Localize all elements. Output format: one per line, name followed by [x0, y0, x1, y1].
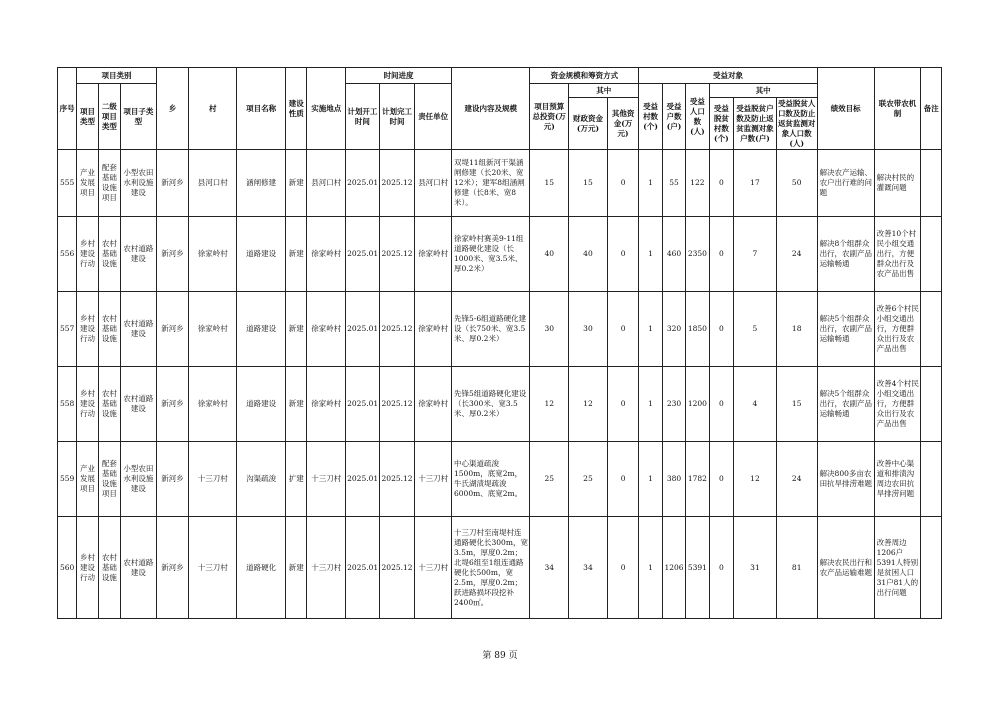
- cell-goal: 解决农民出行和农产品运输难题: [817, 517, 874, 619]
- col-unit: 责任单位: [415, 84, 452, 150]
- cell-remark: [921, 367, 942, 442]
- cell-unit: 十三刀村: [415, 517, 452, 619]
- group-fund: 资金规模和筹资方式: [530, 68, 639, 84]
- cell-seq: 556: [58, 217, 77, 292]
- cell-remark: [921, 217, 942, 292]
- cell-fiscal: 30: [569, 292, 608, 367]
- col-budget: 项目预算总投资(万元): [530, 84, 569, 150]
- benef-subgroup: 其中: [709, 84, 817, 98]
- cell-sub-type: 农村基础设施: [98, 367, 120, 442]
- cell-poor-households: 4: [734, 367, 777, 442]
- cell-poor-households: 7: [734, 217, 777, 292]
- cell-budget: 25: [530, 442, 569, 517]
- cell-mechanism: 改善10个村民小组交通出行，方便群众出行及农产品出售: [874, 217, 921, 292]
- col-village: 村: [189, 68, 237, 150]
- cell-benef-population: 122: [686, 150, 709, 217]
- cell-proj-type: 产业发展项目: [77, 442, 98, 517]
- table-row: [58, 150, 942, 217]
- col-township: 乡: [156, 68, 189, 150]
- cell-goal: 解决800多亩农田抗旱排涝难题: [817, 442, 874, 517]
- cell-end: 2025.12: [379, 217, 415, 292]
- col-start: 计划开工时间: [346, 84, 380, 150]
- cell-benef-villages: 1: [639, 517, 662, 619]
- col-other: 其他资金(万元): [607, 98, 639, 150]
- cell-benef-population: 1850: [686, 292, 709, 367]
- cell-mechanism: 改善中心渠道和排渍沟周边农田抗旱排涝问题: [874, 442, 921, 517]
- fund-subgroup: 其中: [569, 84, 639, 98]
- cell-poor-villages: 0: [709, 150, 733, 217]
- cell-other: 0: [607, 150, 639, 217]
- cell-location: 十三刀村: [307, 517, 346, 619]
- cell-goal: 解决5个组群众出行，农副产品运输畅通: [817, 367, 874, 442]
- col-poor-population: 受益脱贫人口数及防止返贫监测对象人口数(人): [777, 98, 816, 148]
- cell-end: 2025.12: [379, 292, 415, 367]
- cell-nature: 新建: [286, 367, 307, 442]
- cell-sub-type: 配套基础设施项目: [98, 150, 120, 217]
- cell-proj-type: 乡村建设行动: [77, 217, 98, 292]
- cell-other: 0: [607, 442, 639, 517]
- cell-benef-population: 2350: [686, 217, 709, 292]
- col-seq: 序号: [58, 68, 77, 150]
- col-sub-type: 二级项目类型: [98, 84, 120, 150]
- cell-poor-villages: 0: [709, 367, 733, 442]
- cell-poor-population: 15: [776, 367, 817, 442]
- cell-end: 2025.12: [379, 517, 415, 619]
- cell-budget: 15: [530, 150, 569, 217]
- cell-seq: 559: [58, 442, 77, 517]
- cell-content: 先锋5组道路硬化建设（长300米、宽3.5米、厚0.2米）: [452, 367, 530, 442]
- cell-benef-households: 55: [662, 150, 685, 217]
- cell-fiscal: 15: [569, 150, 608, 217]
- cell-township: 新河乡: [156, 367, 189, 442]
- cell-seq: 560: [58, 517, 77, 619]
- cell-budget: 12: [530, 367, 569, 442]
- cell-unit: 徐家岭村: [415, 217, 452, 292]
- cell-township: 新河乡: [156, 292, 189, 367]
- cell-benef-population: 1200: [686, 367, 709, 442]
- cell-poor-population: 18: [776, 292, 817, 367]
- cell-poor-villages: 0: [709, 292, 733, 367]
- cell-seq: 558: [58, 367, 77, 442]
- cell-goal: 解决农产运输、农户出行难的问题: [817, 150, 874, 217]
- cell-content: 徐家岭村赛美9-11组道路硬化建设（长1000米、宽3.5米、厚0.2米）: [452, 217, 530, 292]
- cell-benef-villages: 1: [639, 217, 662, 292]
- cell-proj-name: 道路硬化: [237, 517, 286, 619]
- cell-sub-type: 农村基础设施: [98, 292, 120, 367]
- cell-remark: [921, 292, 942, 367]
- cell-goal: 解决8个组群众出行，农副产品运输畅通: [817, 217, 874, 292]
- cell-unit: 徐家岭村: [415, 367, 452, 442]
- cell-mechanism: 改善4个村民小组交通出行，方便群众出行及农产品出售: [874, 367, 921, 442]
- project-table: [57, 67, 942, 619]
- cell-benef-population: 1782: [686, 442, 709, 517]
- col-poor-villages: 受益脱贫村数(个): [709, 98, 733, 150]
- cell-sub-type: 农村基础设施: [98, 517, 120, 619]
- cell-unit: 徐家岭村: [415, 292, 452, 367]
- cell-nature: 新建: [286, 292, 307, 367]
- cell-start: 2025.01: [346, 517, 380, 619]
- cell-proj-name: 沟渠疏浚: [237, 442, 286, 517]
- cell-benef-villages: 1: [639, 150, 662, 217]
- table-row: [58, 292, 942, 367]
- col-proj-name: 项目名称: [237, 68, 286, 150]
- cell-seq: 555: [58, 150, 77, 217]
- cell-poor-households: 12: [734, 442, 777, 517]
- col-nature: 建设性质: [286, 68, 307, 150]
- cell-content: 双堤11组新河干渠涵闸修建（长20米、宽12米）；建军8组涵闸修建（长8米、宽8米）。: [452, 150, 530, 217]
- group-time: 时间进度: [346, 68, 452, 84]
- cell-fiscal: 34: [569, 517, 608, 619]
- col-remark: 备注: [921, 68, 942, 150]
- col-content: 建设内容及规模: [452, 68, 530, 150]
- cell-benef-villages: 1: [639, 442, 662, 517]
- table-body: [58, 150, 942, 619]
- table-row: [58, 217, 942, 292]
- cell-unit: 十三刀村: [415, 442, 452, 517]
- cell-location: 十三刀村: [307, 442, 346, 517]
- cell-benef-households: 460: [662, 217, 685, 292]
- cell-proj-name: 涵闸修建: [237, 150, 286, 217]
- cell-benef-population: 5391: [686, 517, 709, 619]
- cell-township: 新河乡: [156, 517, 189, 619]
- cell-location: 徐家岭村: [307, 292, 346, 367]
- cell-subsub-type: 农村道路建设: [121, 517, 157, 619]
- cell-poor-villages: 0: [709, 442, 733, 517]
- cell-village: 县河口村: [189, 150, 237, 217]
- cell-start: 2025.01: [346, 150, 380, 217]
- cell-subsub-type: 农村道路建设: [121, 217, 157, 292]
- cell-end: 2025.12: [379, 442, 415, 517]
- cell-township: 新河乡: [156, 150, 189, 217]
- cell-budget: 30: [530, 292, 569, 367]
- cell-poor-villages: 0: [709, 517, 733, 619]
- cell-start: 2025.01: [346, 442, 380, 517]
- cell-content: 中心渠道疏浚1500m，底宽2m，牛氏湖渍堤疏浚6000m、底宽2m。: [452, 442, 530, 517]
- cell-budget: 34: [530, 517, 569, 619]
- cell-proj-name: 道路建设: [237, 217, 286, 292]
- cell-other: 0: [607, 367, 639, 442]
- cell-poor-villages: 0: [709, 217, 733, 292]
- cell-proj-name: 道路建设: [237, 292, 286, 367]
- table-row: [58, 517, 942, 619]
- col-goal: 绩效目标: [817, 68, 874, 150]
- cell-start: 2025.01: [346, 217, 380, 292]
- cell-unit: 县河口村: [415, 150, 452, 217]
- cell-proj-type: 乡村建设行动: [77, 517, 98, 619]
- cell-content: 先锋5-6组道路硬化建设（长750米、宽3.5米、厚0.2米）: [452, 292, 530, 367]
- cell-village: 十三刀村: [189, 517, 237, 619]
- cell-poor-households: 31: [734, 517, 777, 619]
- cell-poor-population: 50: [776, 150, 817, 217]
- cell-location: 县河口村: [307, 150, 346, 217]
- col-subsub-type: 项目子类型: [121, 84, 157, 150]
- cell-goal: 解决5个组群众出行，农副产品运输畅通: [817, 292, 874, 367]
- table-row: [58, 367, 942, 442]
- cell-seq: 557: [58, 292, 77, 367]
- col-fiscal: 财政资金(万元): [569, 98, 608, 150]
- cell-remark: [921, 150, 942, 217]
- cell-fiscal: 25: [569, 442, 608, 517]
- col-location: 实施地点: [307, 68, 346, 150]
- cell-end: 2025.12: [379, 367, 415, 442]
- cell-poor-population: 24: [776, 217, 817, 292]
- col-mechanism: 联农带农机制: [874, 68, 921, 150]
- cell-location: 徐家岭村: [307, 217, 346, 292]
- cell-township: 新河乡: [156, 442, 189, 517]
- cell-benef-households: 320: [662, 292, 685, 367]
- cell-mechanism: 解决村民的灌溉问题: [874, 150, 921, 217]
- cell-start: 2025.01: [346, 292, 380, 367]
- cell-nature: 新建: [286, 217, 307, 292]
- cell-sub-type: 配套基础设施项目: [98, 442, 120, 517]
- cell-township: 新河乡: [156, 217, 189, 292]
- cell-benef-villages: 1: [639, 292, 662, 367]
- col-benef-population: 受益人口数(人): [686, 84, 709, 150]
- cell-subsub-type: 小型农田水利设施建设: [121, 150, 157, 217]
- cell-sub-type: 农村基础设施: [98, 217, 120, 292]
- cell-benef-households: 1206: [662, 517, 685, 619]
- cell-subsub-type: 农村道路建设: [121, 292, 157, 367]
- cell-benef-villages: 1: [639, 367, 662, 442]
- col-proj-type: 项目类型: [77, 84, 98, 150]
- table-header: [58, 68, 942, 150]
- cell-budget: 40: [530, 217, 569, 292]
- col-benef-households: 受益户数(户): [662, 84, 685, 150]
- cell-nature: 新建: [286, 150, 307, 217]
- cell-mechanism: 改善6个村民小组交通出行，方便群众出行及农产品出售: [874, 292, 921, 367]
- cell-nature: 扩建: [286, 442, 307, 517]
- cell-remark: [921, 442, 942, 517]
- cell-proj-type: 产业发展项目: [77, 150, 98, 217]
- cell-poor-households: 17: [734, 150, 777, 217]
- page-number: 第 89 页: [482, 651, 518, 661]
- cell-mechanism: 改善周边1206户5391人特别是贫困人口31户81人的出行问题: [874, 517, 921, 619]
- cell-location: 徐家岭村: [307, 367, 346, 442]
- cell-village: 十三刀村: [189, 442, 237, 517]
- cell-start: 2025.01: [346, 367, 380, 442]
- cell-poor-population: 24: [776, 442, 817, 517]
- cell-village: 徐家岭村: [189, 217, 237, 292]
- cell-other: 0: [607, 217, 639, 292]
- cell-proj-type: 乡村建设行动: [77, 367, 98, 442]
- cell-nature: 新建: [286, 517, 307, 619]
- col-benef-villages: 受益村数(个): [639, 84, 662, 150]
- cell-village: 徐家岭村: [189, 367, 237, 442]
- col-poor-households: 受益脱贫户数及防止返贫监测对象户数(户): [734, 98, 777, 150]
- cell-fiscal: 12: [569, 367, 608, 442]
- cell-proj-name: 道路建设: [237, 367, 286, 442]
- cell-end: 2025.12: [379, 150, 415, 217]
- cell-poor-households: 5: [734, 292, 777, 367]
- col-end: 计划完工时间: [379, 84, 415, 150]
- cell-subsub-type: 小型农田水利设施建设: [121, 442, 157, 517]
- cell-fiscal: 40: [569, 217, 608, 292]
- cell-village: 徐家岭村: [189, 292, 237, 367]
- cell-other: 0: [607, 517, 639, 619]
- cell-proj-type: 乡村建设行动: [77, 292, 98, 367]
- cell-poor-population: 81: [776, 517, 817, 619]
- group-beneficiary: 受益对象: [639, 68, 817, 84]
- cell-subsub-type: 农村道路建设: [121, 367, 157, 442]
- cell-benef-households: 230: [662, 367, 685, 442]
- cell-content: 十三刀村至南堤村连通路硬化长300m，宽3.5m，厚度0.2m；北堤6组至1组连通路硬化长500m，宽2.5m，厚度0.2m；跃进路损坏段挖补2400㎡。: [452, 517, 530, 619]
- cell-benef-households: 380: [662, 442, 685, 517]
- table-row: [58, 442, 942, 517]
- group-category: 项目类别: [77, 68, 156, 84]
- cell-other: 0: [607, 292, 639, 367]
- cell-remark: [921, 517, 942, 619]
